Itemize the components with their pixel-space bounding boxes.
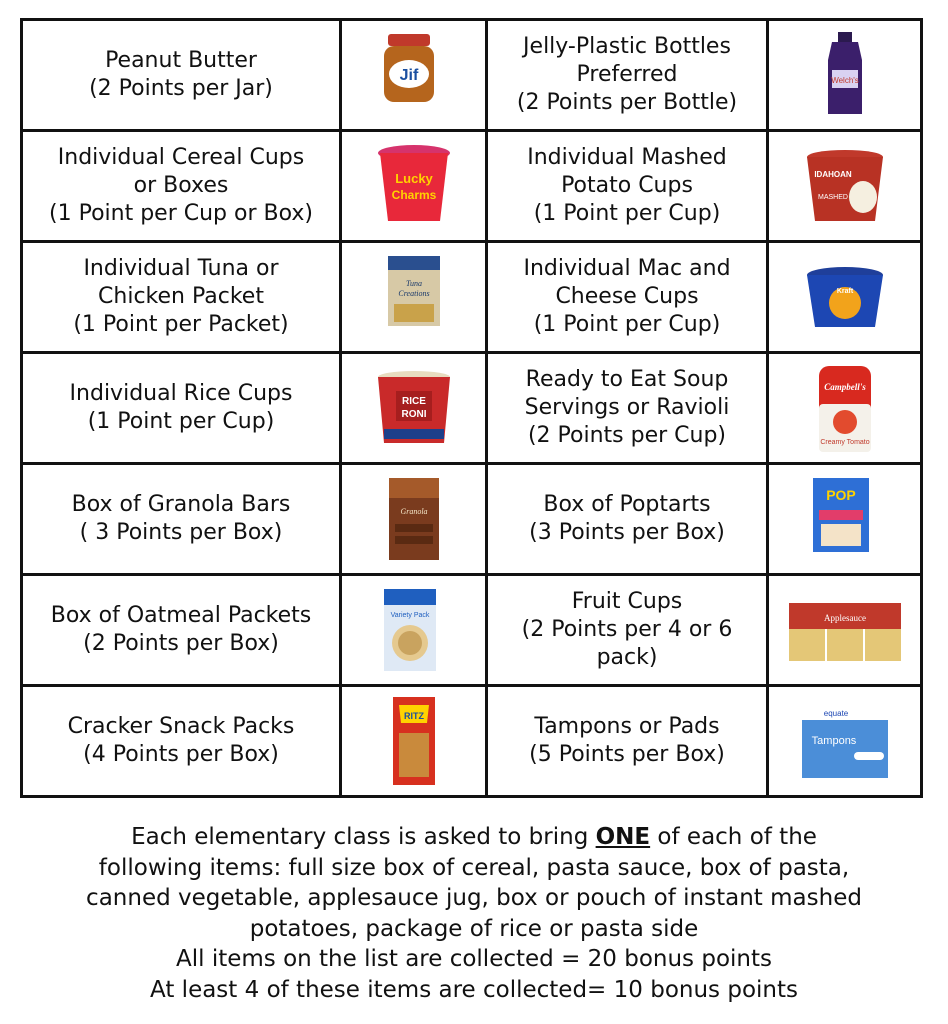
item-row bbox=[22, 131, 922, 242]
item-text-line: Individual Rice Cups bbox=[69, 381, 293, 406]
footer-instructions bbox=[0, 822, 948, 1005]
svg-text:Campbell's: Campbell's bbox=[823, 382, 866, 392]
item-text-line: Box of Granola Bars bbox=[71, 492, 291, 517]
item-description bbox=[487, 464, 768, 575]
item-text-line: Individual Mashed bbox=[527, 145, 727, 170]
item-text-line: Peanut Butter bbox=[105, 48, 257, 73]
svg-text:Tampons: Tampons bbox=[811, 735, 856, 747]
item-description bbox=[487, 353, 768, 464]
rice-cup-icon bbox=[376, 369, 452, 447]
item-text-line: Cracker Snack Packs bbox=[67, 714, 295, 739]
mashed-potato-cup-icon bbox=[805, 147, 885, 225]
donation-points-table bbox=[20, 18, 923, 798]
item-text-line: Chicken Packet bbox=[98, 284, 264, 309]
tampons-box-icon bbox=[796, 700, 894, 782]
item-text-line: (2 Points per Jar) bbox=[89, 76, 273, 101]
item-image bbox=[768, 686, 922, 797]
item-text-line: Servings or Ravioli bbox=[524, 395, 730, 420]
item-description bbox=[22, 353, 341, 464]
item-image bbox=[341, 131, 487, 242]
item-text-line: (5 Points per Box) bbox=[529, 742, 725, 767]
svg-text:RICE: RICE bbox=[401, 396, 426, 407]
item-text-line: (1 Point per Cup) bbox=[87, 409, 275, 434]
item-description bbox=[487, 20, 768, 131]
item-description bbox=[487, 575, 768, 686]
item-text-line: (2 Points per 4 or 6 bbox=[521, 617, 733, 642]
item-text-line: (2 Points per Bottle) bbox=[516, 90, 738, 115]
item-text-line: (1 Point per Cup) bbox=[533, 312, 721, 337]
item-text-line: Individual Mac and bbox=[523, 256, 731, 281]
item-image bbox=[768, 242, 922, 353]
item-image bbox=[341, 353, 487, 464]
item-text-line: Preferred bbox=[576, 62, 678, 87]
svg-text:POP: POP bbox=[825, 487, 856, 503]
item-image bbox=[768, 353, 922, 464]
svg-text:IDAHOAN: IDAHOAN bbox=[813, 170, 852, 179]
svg-text:Creamy Tomato: Creamy Tomato bbox=[819, 439, 870, 446]
svg-text:Welch's: Welch's bbox=[830, 76, 859, 85]
item-description bbox=[22, 575, 341, 686]
item-image bbox=[768, 464, 922, 575]
item-text-line: (1 Point per Cup or Box) bbox=[49, 201, 313, 226]
item-row bbox=[22, 242, 922, 353]
item-text-line: Cheese Cups bbox=[555, 284, 699, 309]
item-row bbox=[22, 686, 922, 797]
item-text-line: Fruit Cups bbox=[571, 589, 683, 614]
item-text-line: (3 Points per Box) bbox=[529, 520, 725, 545]
svg-text:Applesauce: Applesauce bbox=[823, 613, 866, 623]
footer-line-2: following items: full size box of cereal, pasta sauce, box of pasta, bbox=[98, 854, 850, 881]
svg-text:Kraft: Kraft bbox=[836, 288, 853, 295]
item-text-line: or Boxes bbox=[133, 173, 229, 198]
item-text-line: (4 Points per Box) bbox=[83, 742, 279, 767]
oatmeal-box-icon bbox=[374, 585, 454, 675]
footer-line-3: canned vegetable, applesauce jug, box or pouch of instant mashed bbox=[86, 885, 862, 911]
item-image bbox=[768, 131, 922, 242]
item-text-line: (2 Points per Cup) bbox=[527, 423, 727, 448]
item-description bbox=[487, 242, 768, 353]
svg-text:Lucky: Lucky bbox=[394, 171, 433, 186]
item-text-line: ( 3 Points per Box) bbox=[79, 520, 283, 545]
svg-text:RITZ: RITZ bbox=[403, 711, 424, 721]
item-row bbox=[22, 464, 922, 575]
item-row bbox=[22, 575, 922, 686]
mac-cheese-cup-icon bbox=[805, 263, 885, 331]
item-text-line: Potato Cups bbox=[561, 173, 693, 198]
item-image bbox=[768, 575, 922, 686]
item-row bbox=[22, 20, 922, 131]
item-image bbox=[341, 464, 487, 575]
item-image bbox=[341, 686, 487, 797]
item-description bbox=[22, 464, 341, 575]
svg-text:Tuna: Tuna bbox=[405, 279, 422, 288]
svg-text:RONI: RONI bbox=[401, 409, 426, 420]
item-description bbox=[22, 242, 341, 353]
applesauce-cups-icon bbox=[785, 595, 905, 665]
ritz-box-icon bbox=[377, 693, 451, 789]
svg-text:Jif: Jif bbox=[399, 67, 418, 84]
item-text-line: Individual Cereal Cups bbox=[57, 145, 305, 170]
granola-box-icon bbox=[379, 474, 449, 564]
item-text-line: (1 Point per Packet) bbox=[73, 312, 289, 337]
item-description bbox=[22, 686, 341, 797]
item-text-line: Box of Poptarts bbox=[543, 492, 711, 517]
bonus-line-four: At least 4 of these items are collected= 10 bonus points bbox=[150, 976, 798, 1003]
item-image bbox=[341, 575, 487, 686]
item-image bbox=[341, 242, 487, 353]
item-text-line: (2 Points per Box) bbox=[83, 631, 279, 656]
item-text-line: pack) bbox=[596, 645, 658, 670]
svg-text:equate: equate bbox=[823, 709, 848, 718]
item-text-line: Ready to Eat Soup bbox=[525, 367, 729, 392]
footer-line-1: Each elementary class is asked to bring ONE of each of the bbox=[131, 824, 817, 850]
jelly-bottle-icon bbox=[810, 30, 880, 120]
item-text-line: Jelly-Plastic Bottles bbox=[523, 34, 731, 59]
item-text-line: (1 Point per Cup) bbox=[533, 201, 721, 226]
svg-text:Charms: Charms bbox=[391, 188, 436, 202]
item-text-line: Individual Tuna or bbox=[83, 256, 279, 281]
poptarts-box-icon bbox=[805, 474, 885, 564]
item-image bbox=[768, 20, 922, 131]
svg-text:Variety Pack: Variety Pack bbox=[390, 612, 429, 619]
item-description bbox=[487, 131, 768, 242]
cereal-cup-icon bbox=[374, 141, 454, 231]
svg-text:Granola: Granola bbox=[399, 507, 428, 516]
item-description bbox=[22, 20, 341, 131]
item-image bbox=[341, 20, 487, 131]
svg-text:MASHED: MASHED bbox=[817, 194, 848, 201]
bonus-line-all: All items on the list are collected = 20 bonus points bbox=[176, 946, 772, 972]
footer-line-4: potatoes, package of rice or pasta side bbox=[249, 915, 699, 942]
item-description bbox=[22, 131, 341, 242]
soup-cup-icon bbox=[813, 360, 877, 456]
item-row bbox=[22, 353, 922, 464]
peanut-butter-jar-icon bbox=[374, 30, 454, 120]
tuna-packet-icon bbox=[374, 252, 454, 342]
item-text-line: Tampons or Pads bbox=[534, 714, 720, 739]
item-text-line: Box of Oatmeal Packets bbox=[50, 603, 312, 628]
svg-text:Creations: Creations bbox=[397, 289, 430, 298]
item-description bbox=[487, 686, 768, 797]
emphasis-one: ONE bbox=[595, 824, 651, 850]
